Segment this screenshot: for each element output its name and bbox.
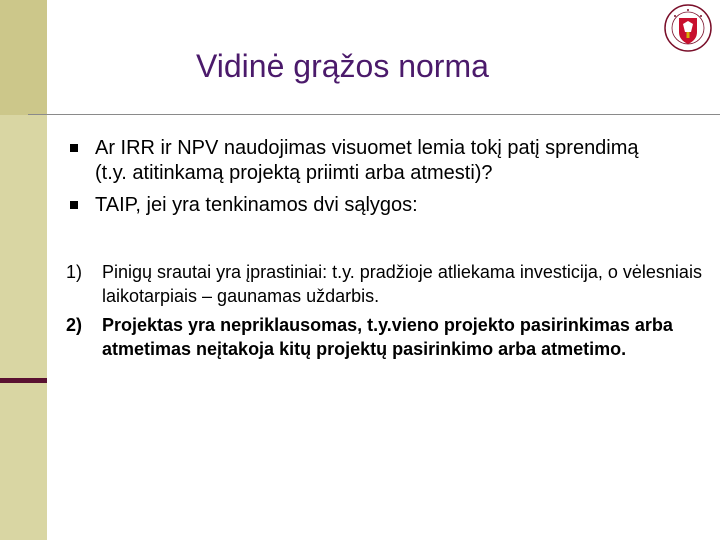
- bullet-item: [70, 136, 670, 186]
- condition-text: Projektas yra nepriklausomas, t.y.vieno projekto pasirinkimas arba atmetimas neįtakoja kitų projektų pasirinkimo arba atmetimo.: [102, 315, 673, 359]
- bullet-text: Ar IRR ir NPV naudojimas visuomet lemia tokį patį sprendimą (t.y. atitinkamą projektą priimti arba atmesti)?: [95, 137, 639, 184]
- bullet-list: [70, 136, 670, 225]
- side-band-header: [0, 0, 47, 115]
- bullet-item: [70, 193, 670, 218]
- square-bullet-icon: [70, 201, 78, 209]
- bullet-text: TAIP, jei yra tenkinamos dvi sąlygos:: [95, 194, 418, 216]
- square-bullet-icon: [70, 144, 78, 152]
- university-seal-icon: [664, 4, 712, 52]
- side-accent-bar: [0, 378, 47, 383]
- conditions-list: [66, 260, 706, 366]
- condition-text: Pinigų srautai yra įprastiniai: t.y. pradžioje atliekama investicija, o vėlesniais laikotarpiais – gaunamas uždarbis.: [102, 262, 702, 306]
- title-divider: [28, 114, 720, 115]
- condition-number: 2): [66, 315, 83, 335]
- condition-number: 1): [66, 262, 83, 282]
- slide-title: Vidinė grąžos norma: [196, 48, 489, 84]
- condition-item: [66, 313, 706, 361]
- condition-item: [66, 260, 706, 308]
